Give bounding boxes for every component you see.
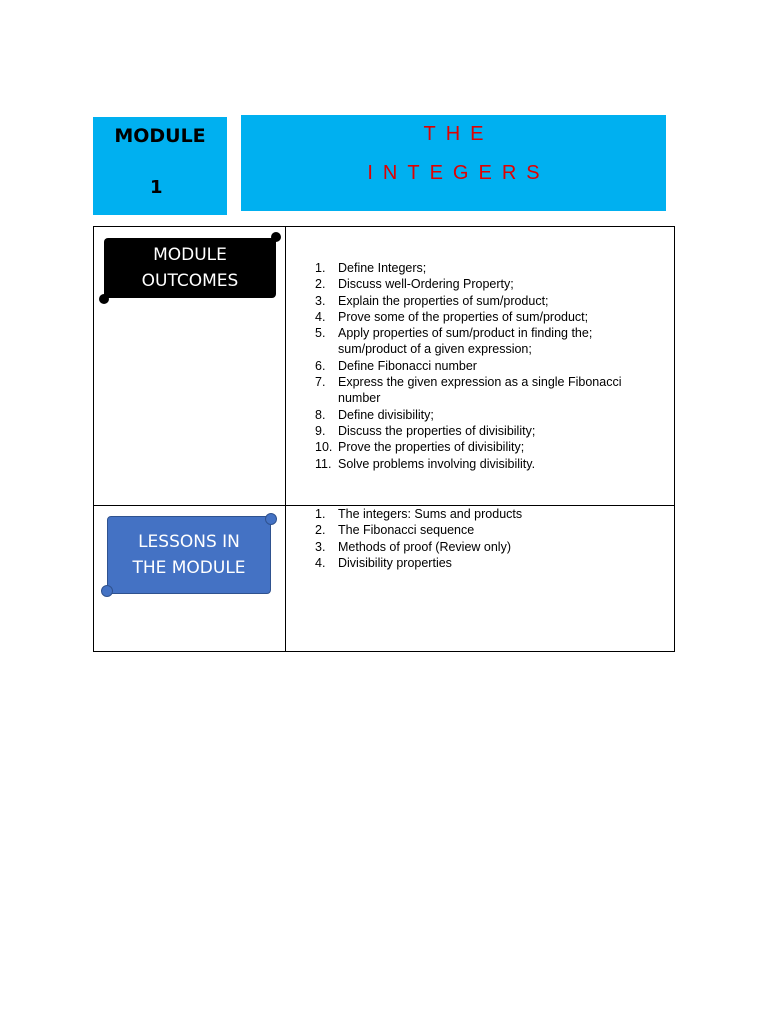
list-item-text: Define divisibility;: [338, 407, 434, 422]
list-item-number: 11.: [315, 456, 332, 471]
list-item-number: 9.: [315, 423, 326, 438]
outcomes-list: [286, 260, 656, 472]
list-item-text: Solve problems involving divisibility.: [338, 456, 536, 471]
list-item: [286, 374, 656, 407]
outcomes-banner-label: MODULE OUTCOMES: [141, 245, 239, 291]
list-item-text: Apply properties of sum/product in finding the; sum/product of a given expression;: [338, 326, 593, 357]
scroll-curl-icon: [99, 294, 109, 304]
list-item: [286, 260, 656, 276]
list-item-number: 4.: [315, 309, 326, 324]
list-item-text: Prove the properties of divisibility;: [338, 440, 525, 455]
list-item: [286, 522, 656, 538]
list-item: [286, 456, 656, 472]
title-line-2: INTEGERS: [367, 162, 550, 184]
list-item-number: 4.: [315, 555, 326, 570]
lessons-list: [286, 506, 656, 571]
list-item-number: 3.: [315, 293, 326, 308]
list-item: [286, 555, 656, 571]
list-item: [286, 293, 656, 309]
list-item: [286, 407, 656, 423]
lessons-banner: [107, 516, 271, 594]
outcomes-banner: [104, 238, 276, 298]
scroll-curl-icon: [101, 585, 113, 597]
module-label: MODULE: [114, 125, 206, 147]
list-item-text: The Fibonacci sequence: [338, 523, 475, 538]
list-item-text: Prove some of the properties of sum/product;: [338, 309, 589, 324]
list-item-number: 7.: [315, 375, 326, 390]
list-item-number: 10.: [315, 440, 333, 455]
list-item-text: Divisibility properties: [338, 555, 452, 570]
list-item-text: Explain the properties of sum/product;: [338, 293, 549, 308]
list-item: [286, 276, 656, 292]
module-table: [93, 226, 675, 652]
list-item-number: 1.: [315, 261, 326, 275]
list-item: [286, 309, 656, 325]
scroll-curl-icon: [271, 232, 281, 242]
list-item-number: 6.: [315, 358, 326, 373]
module-number-box: [93, 117, 227, 215]
module-title-box: [241, 115, 666, 211]
list-item: [286, 358, 656, 374]
list-item-text: The integers: Sums and products: [338, 507, 523, 521]
list-item-number: 5.: [315, 326, 326, 341]
list-item-text: Discuss well-Ordering Property;: [338, 277, 514, 292]
list-item: [286, 439, 656, 455]
list-item-number: 1.: [315, 507, 326, 521]
list-item: [286, 325, 656, 358]
list-item-number: 2.: [315, 523, 326, 538]
list-item-number: 8.: [315, 407, 326, 422]
module-number: 1: [150, 177, 163, 198]
list-item-text: Define Fibonacci number: [338, 358, 477, 373]
lessons-banner-label: LESSONS IN THE MODULE: [132, 532, 246, 578]
list-item-text: Methods of proof (Review only): [338, 539, 511, 554]
list-item-number: 2.: [315, 277, 326, 292]
list-item: [286, 423, 656, 439]
list-item-text: Discuss the properties of divisibility;: [338, 423, 536, 438]
list-item: [286, 506, 656, 522]
scroll-curl-icon: [265, 513, 277, 525]
list-item-text: Define Integers;: [338, 261, 427, 275]
list-item-text: Express the given expression as a single Fibonacci number: [338, 375, 622, 406]
list-item-number: 3.: [315, 539, 326, 554]
list-item: [286, 539, 656, 555]
title-line-1: THE: [423, 123, 494, 145]
